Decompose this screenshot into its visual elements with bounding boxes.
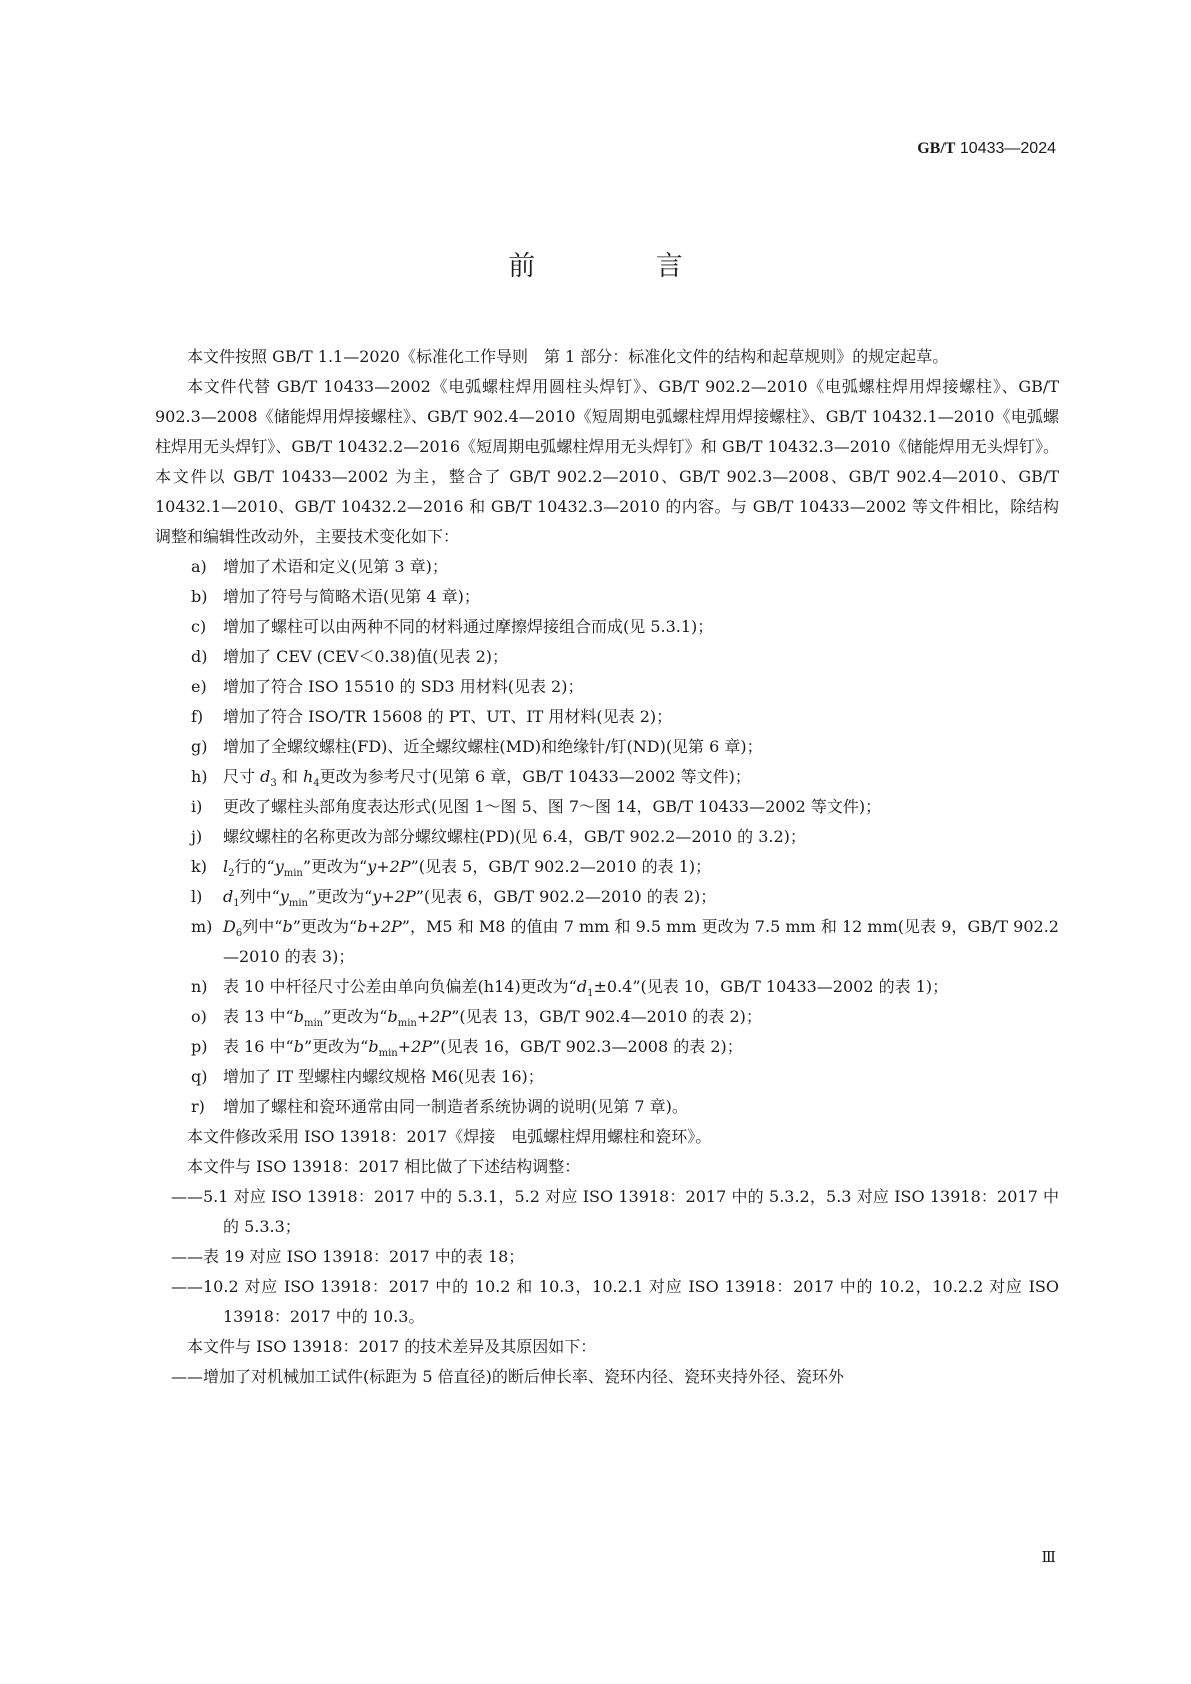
list-text: 增加了 CEV (CEV＜0.38)值(见表 2)；: [223, 647, 508, 666]
expression: y+2P: [367, 857, 411, 876]
list-label: c): [191, 617, 207, 636]
list-item-j: [155, 822, 1059, 852]
expression: y+2P: [372, 887, 416, 906]
symbol-subscript: 1: [233, 898, 240, 910]
list-text: ±0.4”(见表 10，GB/T 10433—2002 的表 1)；: [593, 977, 949, 996]
dash-item: ——表 19 对应 ISO 13918：2017 中的表 18；: [171, 1247, 525, 1266]
list-label: a): [191, 557, 207, 576]
list-label: f): [191, 707, 204, 726]
symbol-subscript: 3: [270, 778, 277, 790]
list-text: 增加了符合 ISO/TR 15608 的 PT、UT、IT 用材料(见表 2)；: [223, 707, 673, 726]
symbol-b: b: [282, 917, 293, 936]
list-label: j): [191, 827, 203, 846]
list-label: m): [191, 917, 213, 936]
list-label: g): [191, 737, 208, 756]
symbol-D: D: [223, 917, 236, 936]
paragraph-drafting-rules: 本文件按照 GB/T 1.1—2020《标准化工作导则 第 1 部分：标准化文件的结构和起草规则》的规定起草。: [187, 347, 949, 366]
list-label: b): [191, 587, 208, 606]
expression: +2P: [416, 1007, 452, 1026]
list-text: 增加了全螺纹螺柱(FD)、近全螺纹螺柱(MD)和绝缘针/钉(ND)(见第 6 章)；: [223, 737, 763, 756]
list-item-q: [155, 1062, 1059, 1092]
list-item-a: [155, 552, 1059, 582]
symbol-b: b: [293, 1037, 304, 1056]
list-text: ”(见表 6，GB/T 902.2—2010 的表 2)；: [415, 887, 717, 906]
list-item-m: [155, 912, 1059, 972]
symbol-b: b: [387, 1007, 398, 1026]
list-text: 行的“: [234, 857, 275, 876]
list-text: 增加了术语和定义(见第 3 章)；: [223, 557, 448, 576]
standard-header: [917, 140, 1056, 158]
dash-item: ——10.2 对应 ISO 13918：2017 中的 10.2 和 10.3，10.2.1 对应 ISO 13918：2017 中的 10.2，10.2.2 对应 ISO 13918：2017 中的 10.3。: [171, 1277, 1059, 1326]
list-text: ”更改为“: [303, 1037, 369, 1056]
symbol-subscript: 1: [587, 988, 594, 1000]
symbol-b: b: [293, 1007, 304, 1026]
list-item-g: [155, 732, 1059, 762]
expression: b+2P: [357, 917, 402, 936]
symbol-subscript: min: [397, 1018, 417, 1030]
list-item-p: [155, 1032, 1059, 1062]
list-label: h): [191, 767, 208, 786]
list-text: ”(见表 13，GB/T 902.4—2010 的表 2)；: [451, 1007, 762, 1026]
list-item-b: [155, 582, 1059, 612]
list-label: d): [191, 647, 208, 666]
list-text: ”更改为“: [302, 857, 368, 876]
list-text: ”，M5 和 M8 的值由 7 mm 和 9.5 mm 更改为 7.5 mm 和 12 mm(见表 9，GB/T 902.2—2010 的表 3)；: [223, 917, 1059, 966]
symbol-h: h: [302, 767, 314, 786]
list-item-i: [155, 792, 1059, 822]
symbol-subscript: min: [303, 1018, 324, 1030]
list-label: q): [191, 1067, 208, 1086]
symbol-d: d: [223, 887, 234, 906]
paragraph-technical-differences: 本文件与 ISO 13918：2017 的技术差异及其原因如下：: [187, 1337, 597, 1356]
list-text: 列中“: [239, 887, 280, 906]
list-text: 增加了符合 ISO 15510 的 SD3 用材料(见表 2)；: [223, 677, 584, 696]
symbol-subscript: min: [378, 1048, 398, 1060]
dash-item: ——5.1 对应 ISO 13918：2017 中的 5.3.1，5.2 对应 ISO 13918：2017 中的 5.3.2，5.3 对应 ISO 13918：2017 中的 5.3.3；: [171, 1187, 1059, 1236]
list-label: e): [191, 677, 207, 696]
list-label: i): [191, 797, 203, 816]
paragraph-structure-heading: 本文件与 ISO 13918：2017 相比做了下述结构调整：: [187, 1157, 581, 1176]
standard-number: 10433—2024: [959, 140, 1056, 157]
list-text: 列中“: [242, 917, 283, 936]
document-body: [155, 342, 1059, 1392]
list-item-n: [155, 972, 1059, 1002]
list-text: 增加了 IT 型螺柱内螺纹规格 M6(见表 16)；: [223, 1067, 544, 1086]
page-number: Ⅲ: [1041, 1548, 1056, 1566]
paragraph-replacement: 本文件代替 GB/T 10433—2002《电弧螺柱焊用圆柱头焊钉》、GB/T 902.2—2010《电弧螺柱焊用焊接螺柱》、GB/T 902.3—2008《储能焊用焊接螺柱》、GB/T 902.4—2010《短周期电弧螺柱焊用焊接螺柱》、GB/T 10432.1—2010《电弧螺柱焊用无头焊钉》、GB/T 10432.2—2016《短周期电弧螺柱焊用无头焊钉》和 GB/T 10432.3—2010《储能焊用无头焊钉》。本文件以 GB/T 10433—2002 为主，整合了 GB/T 902.2—2010、GB/T 902.3—2008、GB/T 902.4—2010、GB/T 10432.1—2010、GB/T 10432.2—2016 和 GB/T 10432.3—2010 的内容。与 GB/T 10433—2002 等文件相比，除结构调整和编辑性改动外，主要技术变化如下：: [155, 377, 1059, 546]
list-label: l): [191, 887, 203, 906]
list-text: 更改了螺柱头部角度表达形式(见图 1～图 5、图 7～图 14，GB/T 10433—2002 等文件)；: [223, 797, 882, 816]
list-text: 表 16 中“: [223, 1037, 294, 1056]
symbol-y: y: [279, 887, 289, 906]
list-text: 增加了螺柱可以由两种不同的材料通过摩擦焊接组合而成(见 5.3.1)；: [223, 617, 714, 636]
list-item-r: [155, 1092, 1059, 1122]
list-item-k: [155, 852, 1059, 882]
symbol-d: d: [576, 977, 588, 996]
symbol-subscript: 2: [228, 868, 235, 880]
symbol-subscript: 6: [235, 928, 243, 940]
list-text: 增加了螺柱和瓷环通常由同一制造者系统协调的说明(见第 7 章)。: [223, 1097, 688, 1116]
list-text: ”更改为“: [292, 917, 358, 936]
list-text: 表 10 中杆径尺寸公差由单向负偏差(h14)更改为“: [223, 977, 577, 996]
dash-item: ——增加了对机械加工试件(标距为 5 倍直径)的断后伸长率、瓷环内径、瓷环夹持外径、瓷环外: [171, 1367, 844, 1386]
symbol-subscript: 4: [313, 778, 320, 790]
symbol-l: l: [223, 857, 229, 876]
symbol-subscript: min: [283, 868, 303, 880]
list-label: r): [191, 1097, 205, 1116]
symbol-y: y: [274, 857, 284, 876]
list-item-d: [155, 642, 1059, 672]
list-item-c: [155, 612, 1059, 642]
list-text: ”(见表 5，GB/T 902.2—2010 的表 1)；: [410, 857, 712, 876]
standard-prefix: GB/T: [917, 140, 956, 157]
symbol-b: b: [368, 1037, 379, 1056]
list-text: 尺寸: [223, 767, 256, 786]
list-text: 和: [281, 767, 298, 786]
page-title: 前 言: [508, 251, 739, 282]
list-text: 表 13 中“: [223, 1007, 294, 1026]
paragraph-adoption: 本文件修改采用 ISO 13918：2017《焊接 电弧螺柱焊用螺柱和瓷环》。: [187, 1127, 712, 1146]
list-item-h: [155, 762, 1059, 792]
list-text: 增加了符号与简略术语(见第 4 章)；: [223, 587, 480, 606]
symbol-subscript: min: [288, 898, 308, 910]
expression: +2P: [397, 1037, 433, 1056]
list-text: 螺纹螺柱的名称更改为部分螺纹螺柱(PD)(见 6.4，GB/T 902.2—2010 的 3.2)；: [223, 827, 806, 846]
list-label: n): [191, 977, 208, 996]
list-item-f: [155, 702, 1059, 732]
list-item-o: [155, 1002, 1059, 1032]
list-text: ”(见表 16，GB/T 902.3—2008 的表 2)；: [432, 1037, 743, 1056]
symbol-d: d: [260, 767, 271, 786]
list-item-l: [155, 882, 1059, 912]
list-label: p): [191, 1037, 208, 1056]
list-item-e: [155, 672, 1059, 702]
list-label: k): [191, 857, 207, 876]
list-label: o): [191, 1007, 207, 1026]
list-text: ”更改为“: [307, 887, 373, 906]
list-text: ”更改为“: [323, 1007, 388, 1026]
list-text: 更改为参考尺寸(见第 6 章，GB/T 10433—2002 等文件)；: [319, 767, 751, 786]
